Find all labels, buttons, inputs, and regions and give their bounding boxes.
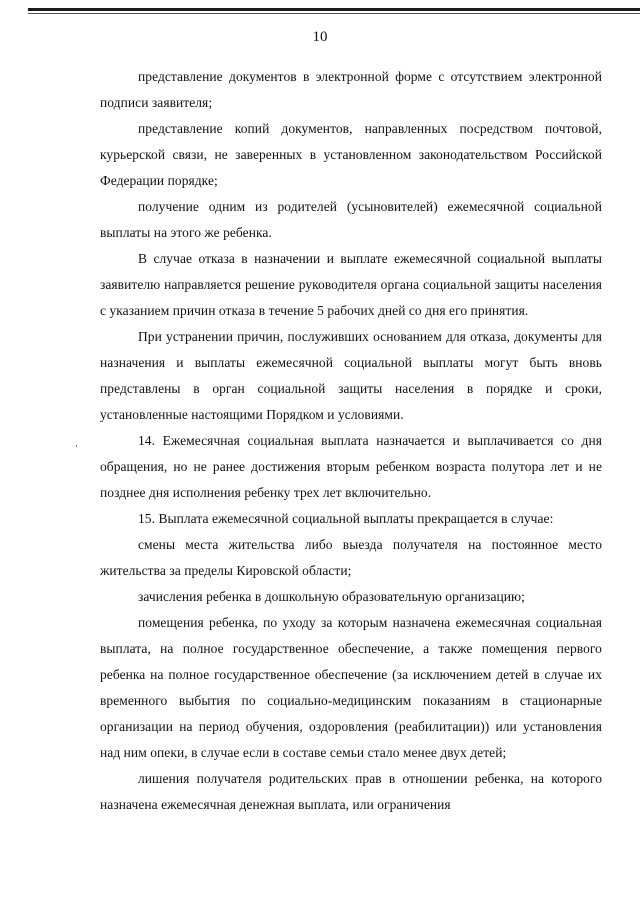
- page-number: 10: [312, 29, 328, 45]
- top-border-line: [28, 8, 640, 11]
- paragraph-state-support-placement: помещения ребенка, по уходу за которым назначена ежемесячная социальная выплата, на полное государственное обеспечение, а также помещения первого ребенка на полное государственное обеспечение (за исключением детей в случае их временного выбытия по социально-медицинским показаниям в стационарные организации на период обучения, оздоровления (реабилитации)) или установления над ним опеки, в случае если в составе семьи стало менее двух детей;: [100, 615, 602, 760]
- paragraph-resubmission: При устранении причин, послуживших основанием для отказа, документы для назначения и выплаты ежемесячной социальной выплаты могут быть вновь представлены в орган социальной защиты населения в порядке и сроки, установленные настоящими Порядком и условиями.: [100, 329, 602, 422]
- paragraph-electronic-form: представление документов в электронной форме с отсутствием электронной подписи заявителя;: [100, 69, 602, 110]
- clause-15: 15. Выплата ежемесячной социальной выплаты прекращается в случае:: [138, 511, 554, 526]
- paragraph-one-parent-receives: получение одним из родителей (усыновителей) ежемесячной социальной выплаты на этого же ребенка.: [100, 199, 602, 240]
- scan-artifact: [76, 445, 77, 447]
- paragraph-deprivation-of-rights: лишения получателя родительских прав в отношении ребенка, на которого назначена ежемесячная денежная выплата, или ограничения: [100, 771, 602, 812]
- paragraph-change-of-residence: смены места жительства либо выезда получателя на постоянное место жительства за пределы Кировской области;: [100, 537, 602, 578]
- top-border-line-thin: [28, 13, 640, 14]
- paragraph-copies-by-mail: представление копий документов, направленных посредством почтовой, курьерской связи, не заверенных в установленном законодательством Российской Федерации порядке;: [100, 121, 602, 188]
- paragraph-preschool-enrollment: зачисления ребенка в дошкольную образовательную организацию;: [138, 589, 525, 604]
- paragraph-refusal-decision: В случае отказа в назначении и выплате ежемесячной социальной выплаты заявителю направляется решение руководителя органа социальной защиты населения с указанием причин отказа в течение 5 рабочих дней со дня его принятия.: [100, 251, 602, 318]
- document-body: [100, 64, 602, 818]
- clause-14: 14. Ежемесячная социальная выплата назначается и выплачивается со дня обращения, но не ранее достижения вторым ребенком возраста полутора лет и не позднее дня исполнения ребенку трех лет включительно.: [100, 433, 602, 500]
